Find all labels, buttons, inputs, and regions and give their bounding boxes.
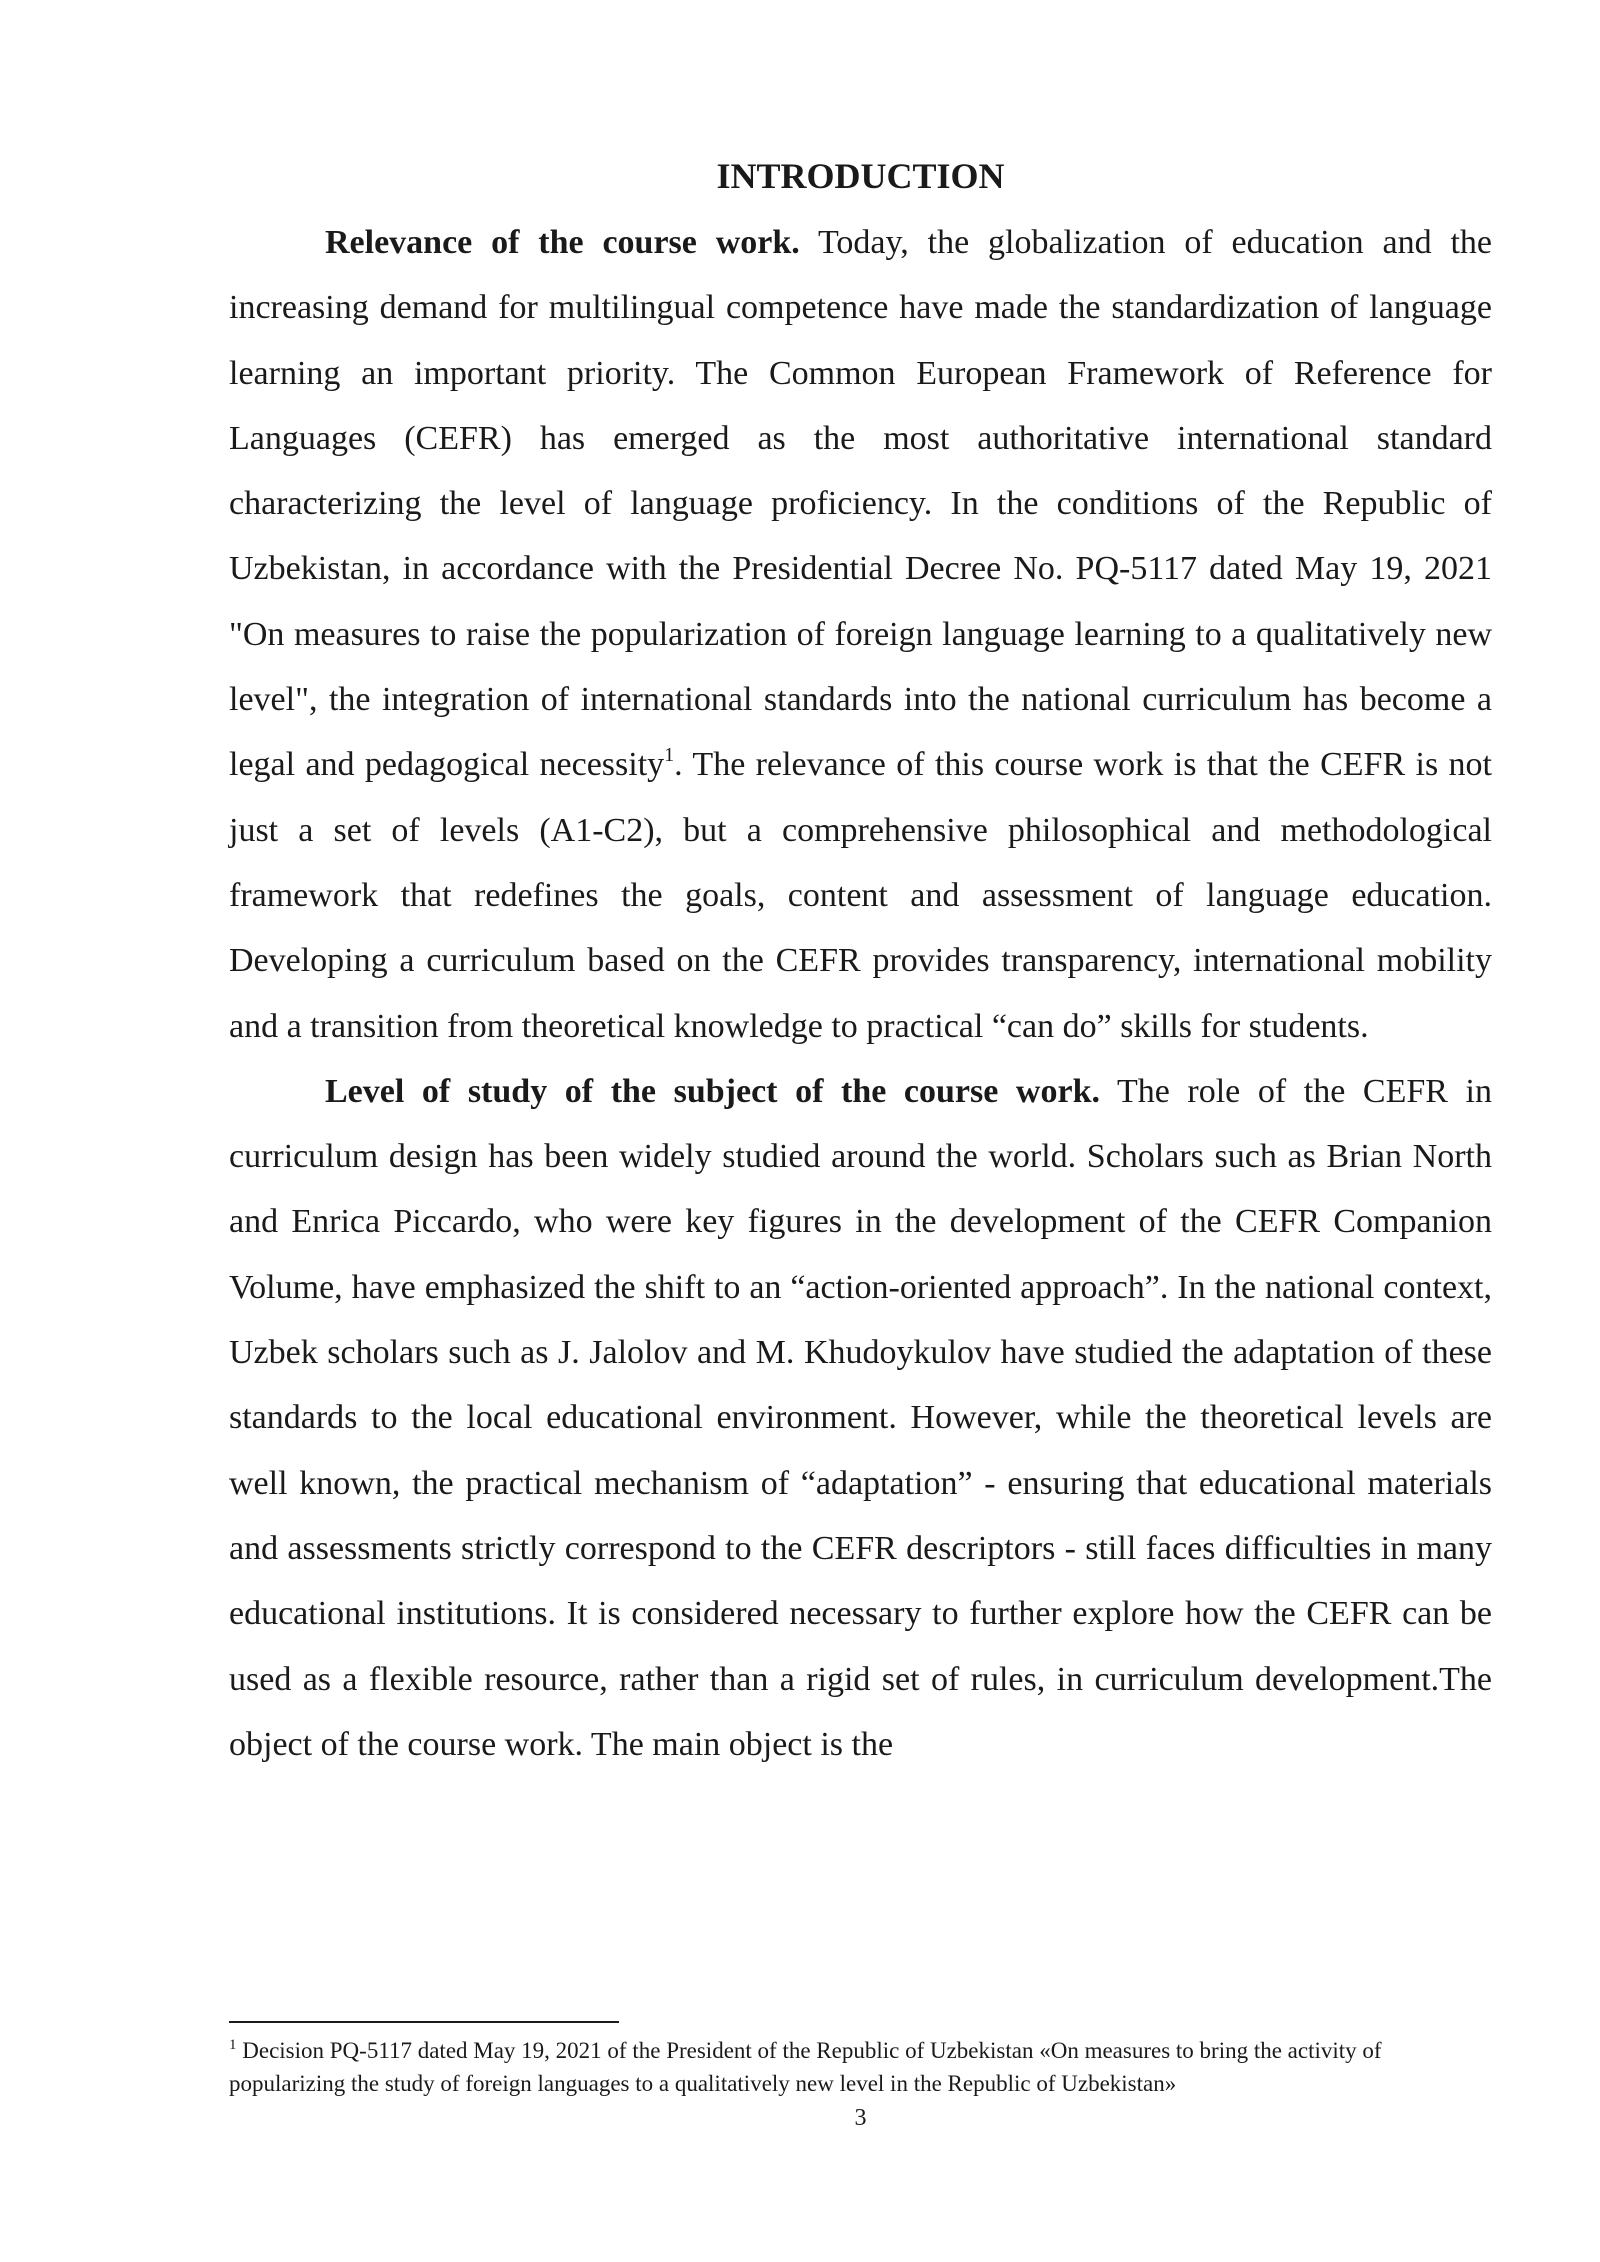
footnote-reference[interactable]: 1 — [664, 744, 675, 767]
paragraph-heading-relevance: Relevance of the course work. — [325, 224, 800, 261]
paragraph-heading-level-of-study: Level of study of the subject of the course work. — [325, 1072, 1100, 1110]
paragraph-level-of-study — [229, 1059, 1492, 1777]
document-body — [229, 210, 1492, 1777]
page-title: INTRODUCTION — [716, 156, 1005, 196]
footnote-separator — [229, 2021, 619, 2023]
paragraph-text: Today, the globalization of education and the increasing demand for multilingual competence have made the standardization of language learning an important priority. The Common European Framework of Reference for Languages (CEFR) has emerged as the most authoritative international standard characterizing the level of language proficiency. In the conditions of the Republic of Uzbekistan, in accordance with the Presidential Decree No. PQ-5117 dated May 19, 2021 "On measures to raise the popularization of foreign language learning to a qualitatively new level", the integration of international standards into the national curriculum has become a legal and pedagogical necessity — [229, 224, 1492, 784]
paragraph-text: The role of the CEFR in curriculum design has been widely studied around the world. Scholars such as Brian North and Enrica Piccardo, who were key figures in the development of the CEFR Companion Volume, have emphasized the shift to an “action-oriented approach”. In the national context, Uzbek scholars such as J. Jalolov and M. Khudoykulov have studied the adaptation of these standards to the local educational environment. However, while the theoretical levels are well known, the practical mechanism of “adaptation” - ensuring that educational materials and assessments strictly correspond to the CEFR descriptors - still faces difficulties in many educational institutions. It is considered necessary to further explore how the CEFR can be used as a flexible resource, rather than a rigid set of rules, in curriculum development.The object of the course work. The main object is the — [229, 1072, 1492, 1763]
footnote-text: Decision PQ-5117 dated May 19, 2021 of the President of the Republic of Uzbekistan «On measures to bring the activity of popularizing the study of foreign languages to a qualitatively new level in the Republic of Uzbekistan» — [229, 2038, 1382, 2096]
paragraph-text: . The relevance of this course work is that the CEFR is not just a set of levels (A1-C2), but a comprehensive philosophical and methodological framework that redefines the goals, content and assessment of language education. Developing a curriculum based on the CEFR provides transparency, international mobility and a transition from theoretical knowledge to practical “can do” skills for students. — [229, 746, 1492, 1045]
footnote-marker: 1 — [229, 2037, 237, 2053]
paragraph-relevance — [229, 210, 1492, 1059]
page-number: 3 — [854, 2105, 867, 2131]
footnote — [229, 2034, 1492, 2100]
